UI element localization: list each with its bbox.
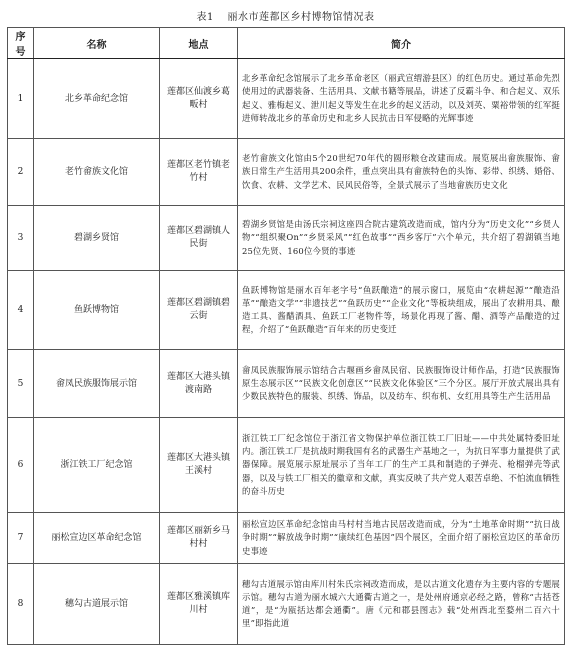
row-name: 北乡革命纪念馆 <box>34 59 160 139</box>
row-intro: 碧湖乡贤馆是由汤氏宗祠这座四合院古建筑改造而成，馆内分为“历史文化”“乡贤人物”“组织聚On”“乡贤采风”“红色故事”“西乡客厅”六个单元，共介绍了碧湖镇当地25位先贤、160位今贤的事迹 <box>238 206 565 271</box>
museum-table <box>7 27 565 645</box>
row-location: 莲都区老竹镇老竹村 <box>160 139 238 206</box>
table-row <box>8 418 565 513</box>
table-row <box>8 139 565 206</box>
row-intro: 老竹畲族文化馆由5个20世纪70年代的圆形粮仓改建而成。展览展出畲族服饰、畲族日常生产生活用具200余件，重点突出具有畲族特色的头饰、彩带、织绣、婚俗、饮食、农耕、文学艺术、民风民俗等，全景式展示了当地畲族历史文化 <box>238 139 565 206</box>
row-location: 莲都区碧湖镇碧云街 <box>160 271 238 350</box>
table-row <box>8 59 565 139</box>
row-no: 3 <box>8 206 34 271</box>
row-intro: 丽松宣边区革命纪念馆由马村村当地古民居改造而成，分为“土地革命时期”“抗日战争时期”“解放战争时期”“康续红色基因”四个展区，全面介绍了丽松宣边区的革命历史事迹 <box>238 513 565 564</box>
table-row <box>8 350 565 418</box>
row-name: 畲凤民族服饰展示馆 <box>34 350 160 418</box>
row-location: 莲都区碧湖镇人民街 <box>160 206 238 271</box>
row-name: 丽松宣边区革命纪念馆 <box>34 513 160 564</box>
table-row <box>8 564 565 645</box>
row-no: 6 <box>8 418 34 513</box>
row-name: 老竹畲族文化馆 <box>34 139 160 206</box>
row-intro: 鱼跃博物馆是丽水百年老字号“鱼跃酿造”的展示窗口，展览由“农耕起源”“酿造沿革”“酿造文学”“非遗技艺”“鱼跃历史”“企业文化”等板块组成，展出了农耕用具、酿造工具、酱醋酒具、鱼跃工厂老物件等，场景化再现了酱、醋、酒等产品酿造的过程，介绍了“鱼跃酿造”百年来的历史变迁 <box>238 271 565 350</box>
row-intro: 北乡革命纪念馆展示了北乡革命老区（丽武宣缙游县区）的红色历史。通过革命先烈使用过的武器装备、生活用具、文献书籍等展品，讲述了反霸斗争、和合起义、双乐起义、雅梅起义、泄川起义等发生在北乡的起义活动，以及刘英、粟裕带领的红军挺进师转战北乡的革命历史和北乡人民抗击日军侵略的光辉事迹 <box>238 59 565 139</box>
header-name: 名称 <box>34 28 160 59</box>
row-location: 莲都区丽新乡马村村 <box>160 513 238 564</box>
table-row <box>8 271 565 350</box>
table-row <box>8 206 565 271</box>
row-name: 碧湖乡贤馆 <box>34 206 160 271</box>
row-no: 7 <box>8 513 34 564</box>
row-name: 浙江铁工厂纪念馆 <box>34 418 160 513</box>
row-intro: 畲凤民族服饰展示馆结合古堰画乡畲凤民宿、民族服饰设计师作品，打造“民族服饰原生态展示区”“民族文化创意区”“民族文化体验区”三个分区。展厅开放式展出具有少数民族特色的服装、织绣、饰品，以及纺车、织布机、女红用具等生产生活用品 <box>238 350 565 418</box>
row-location: 莲都区仙渡乡葛畈村 <box>160 59 238 139</box>
table-title: 丽水市莲都区乡村博物馆情况表 <box>227 12 375 23</box>
row-location: 莲都区大港头镇渡南路 <box>160 350 238 418</box>
header-intro: 简介 <box>238 28 565 59</box>
row-no: 4 <box>8 271 34 350</box>
row-no: 5 <box>8 350 34 418</box>
row-intro: 穗勾古道展示馆由库川村朱氏宗祠改造而成，是以古道文化遗存为主要内容的专题展示馆。穗勾古道为丽水城六大通衢古道之一，是处州府通京必经之路，曾称“古括苍道”，是“为瓯括达都会通衢”。唐《元和郡县图志》载“处州西北至婺州二百六十里”即指此道 <box>238 564 565 645</box>
table-caption <box>0 8 571 23</box>
row-location: 莲都区大港头镇王溪村 <box>160 418 238 513</box>
row-name: 穗勾古道展示馆 <box>34 564 160 645</box>
header-no: 序号 <box>8 28 34 59</box>
row-no: 8 <box>8 564 34 645</box>
row-no: 2 <box>8 139 34 206</box>
table-number: 表1 <box>196 12 214 23</box>
table-row <box>8 513 565 564</box>
table-header-row <box>8 28 565 59</box>
row-no: 1 <box>8 59 34 139</box>
header-location: 地点 <box>160 28 238 59</box>
row-location: 莲都区雅溪镇库川村 <box>160 564 238 645</box>
row-intro: 浙江铁工厂纪念馆位于浙江省文物保护单位浙江铁工厂旧址——中共处属特委旧址内。浙江铁工厂是抗战时期我国有名的武器生产基地之一，为抗日军事力量提供了武器保障。展览展示原址展示了当年工厂的生产工具和制造的子弹壳、枪榴弹壳等武器，以及与铁工厂相关的徽章和文献，真实反映了共产党人艰苦卓绝、不怕流血牺牲的奋斗历史 <box>238 418 565 513</box>
row-name: 鱼跃博物馆 <box>34 271 160 350</box>
